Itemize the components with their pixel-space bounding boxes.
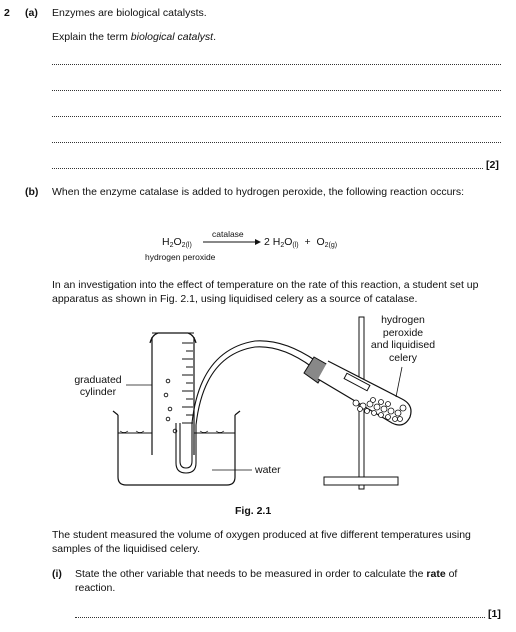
tube-leader bbox=[396, 367, 402, 397]
sub-i-answer-line[interactable] bbox=[75, 617, 485, 618]
reactant-h: H bbox=[162, 236, 170, 248]
catalyst-label: catalase bbox=[212, 229, 244, 239]
graduated-cylinder bbox=[150, 333, 196, 455]
figure-caption: Fig. 2.1 bbox=[235, 505, 272, 517]
sub-i-label: (i) bbox=[52, 568, 62, 580]
prompt-term: biological catalyst bbox=[130, 31, 214, 43]
water-label: water bbox=[255, 464, 281, 476]
cylinder-label bbox=[72, 374, 124, 398]
equation-reactant bbox=[162, 236, 192, 249]
cylinder-label-line2: cylinder bbox=[79, 386, 117, 398]
oxygen: O bbox=[316, 236, 325, 248]
water-coef: 2 H bbox=[264, 236, 281, 248]
investigation-line-2: apparatus as shown in Fig. 2.1, using liquidised celery as a source of catalase. bbox=[52, 293, 418, 305]
prompt-suffix: . bbox=[213, 31, 217, 43]
equation-products bbox=[264, 236, 337, 249]
part-a-marks: [2] bbox=[486, 159, 499, 171]
delivery-tube bbox=[176, 341, 316, 473]
tube-label bbox=[366, 314, 440, 364]
part-b-intro: When the enzyme catalase is added to hydrogen peroxide, the following reaction occurs: bbox=[52, 186, 465, 198]
sub-i-bold: rate bbox=[426, 568, 446, 580]
reactant-name: hydrogen peroxide bbox=[145, 252, 216, 262]
reactant-sub1: 2 bbox=[169, 242, 174, 249]
sub-i-suffix: of bbox=[445, 568, 458, 580]
answer-line-3[interactable] bbox=[52, 116, 501, 117]
reactant-sub2: 2(l) bbox=[181, 242, 192, 249]
oxygen-sub: 2(g) bbox=[324, 242, 338, 249]
sub-i-prefix: State the other variable that needs to be measured in order to calculate the bbox=[75, 568, 427, 580]
answer-line-2[interactable] bbox=[52, 90, 501, 91]
prompt-prefix: Explain the term bbox=[52, 31, 131, 43]
reactant-o: O bbox=[173, 236, 182, 248]
part-a-label: (a) bbox=[25, 7, 38, 19]
water-sub2: (l) bbox=[292, 242, 299, 249]
investigation-line-1: In an investigation into the effect of temperature on the rate of this reaction, a student set up bbox=[52, 279, 479, 291]
answer-line-1[interactable] bbox=[52, 64, 501, 65]
water-o: O bbox=[284, 236, 293, 248]
sub-i-line-2: reaction. bbox=[75, 582, 116, 594]
measured-line-1: The student measured the volume of oxygen produced at five different temperatures using bbox=[52, 529, 471, 541]
part-a-prompt bbox=[52, 31, 216, 43]
sub-i-marks: [1] bbox=[488, 608, 501, 620]
measured-line-2: samples of the liquidised celery. bbox=[52, 543, 201, 555]
sub-i-line-1 bbox=[75, 568, 503, 580]
question-number: 2 bbox=[4, 7, 10, 19]
answer-line-5[interactable] bbox=[52, 168, 483, 169]
cylinder-label-line1: graduated bbox=[74, 374, 122, 386]
plus-sign: + bbox=[304, 236, 311, 248]
tube-label-line2: peroxide bbox=[382, 326, 424, 339]
reaction-arrow bbox=[202, 238, 262, 246]
answer-line-4[interactable] bbox=[52, 142, 501, 143]
tube-label-line4: celery bbox=[388, 351, 417, 364]
tube-label-line1: hydrogen bbox=[381, 314, 425, 326]
tube-label-line3: and liquidised bbox=[370, 339, 436, 351]
part-a-statement: Enzymes are biological catalysts. bbox=[52, 7, 207, 19]
water-sub1: 2 bbox=[280, 242, 285, 249]
part-b-label: (b) bbox=[25, 186, 39, 198]
